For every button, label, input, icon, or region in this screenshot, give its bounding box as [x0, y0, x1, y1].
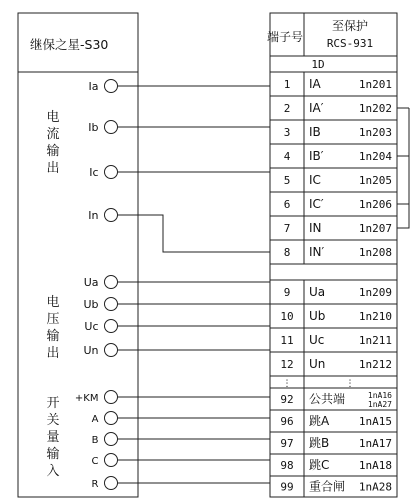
group-label-char: 电 — [46, 110, 60, 125]
terminal-number: 3 — [283, 126, 291, 139]
terminal-number: 9 — [283, 286, 291, 299]
wire-neutral-bus — [397, 108, 409, 228]
group-label-char: 开 — [46, 396, 60, 411]
group-label-char: 入 — [46, 464, 60, 479]
group-label-char: 输 — [46, 447, 60, 462]
terminal-code: 1n206 — [358, 198, 392, 211]
device-ports — [75, 80, 118, 491]
terminal-signal: Uc — [309, 333, 325, 347]
terminal-code-line1: 1nA16 — [367, 391, 392, 400]
port-terminal-icon — [105, 454, 118, 467]
group-label-char: 出 — [46, 161, 60, 176]
port-terminal-icon — [105, 320, 118, 333]
terminal-signal: 跳B — [309, 436, 330, 450]
terminal-code: 1nA28 — [358, 480, 392, 494]
terminal-number: 96 — [280, 415, 294, 428]
terminal-signal: IA — [309, 77, 321, 91]
port-label: Ua — [83, 276, 99, 289]
terminal-signal: 公共端 — [309, 392, 346, 406]
terminal-number: 12 — [280, 358, 294, 371]
port-label: Uc — [84, 320, 99, 333]
group-label-char: 量 — [46, 430, 60, 445]
wire-in — [118, 215, 271, 252]
terminal-number: 1 — [283, 78, 291, 91]
terminal-signal: Ua — [309, 285, 326, 299]
port-terminal-icon — [105, 166, 118, 179]
terminal-header-col2-line1: 至保护 — [331, 19, 369, 33]
terminal-signal: Ub — [309, 309, 326, 323]
terminal-code: 1n212 — [358, 358, 392, 371]
group-label-char: 出 — [46, 346, 60, 361]
terminal-signal: IA′ — [309, 101, 324, 115]
terminal-number: 97 — [280, 437, 294, 450]
terminal-signal: IB — [309, 125, 321, 139]
terminal-code: 1n204 — [358, 150, 392, 163]
terminal-code: 1n211 — [358, 334, 392, 347]
port-label: +KM — [74, 393, 99, 404]
port-terminal-icon — [105, 344, 118, 357]
port-terminal-icon — [105, 276, 118, 289]
port-terminal-icon — [105, 209, 118, 222]
terminal-code: 1nA15 — [358, 415, 392, 428]
terminal-number: 11 — [280, 334, 294, 347]
terminal-code: 1n205 — [358, 174, 392, 187]
terminal-code: 1nA18 — [358, 459, 392, 472]
terminal-number: 99 — [280, 480, 294, 494]
group-label-char: 输 — [46, 329, 60, 344]
terminal-header-col1: 端子号 — [266, 30, 304, 44]
port-terminal-icon — [105, 121, 118, 134]
terminal-code: 1n202 — [358, 102, 392, 115]
terminal-code: 1n201 — [358, 78, 392, 91]
terminal-number: 6 — [283, 198, 291, 211]
terminal-number: 8 — [283, 246, 291, 259]
port-terminal-icon — [105, 477, 118, 490]
terminal-signal: IC′ — [309, 197, 324, 211]
terminal-signal: Un — [309, 357, 326, 371]
terminal-signal: IN′ — [309, 245, 325, 259]
terminal-block — [267, 13, 397, 497]
terminal-number: 92 — [280, 393, 294, 406]
group-label-char: 输 — [46, 144, 60, 159]
terminal-number: 10 — [280, 310, 294, 323]
terminal-code: 1n209 — [358, 286, 392, 299]
terminal-rows — [280, 77, 392, 494]
port-label: R — [91, 479, 99, 490]
port-label: B — [91, 435, 99, 446]
device-title: 继保之星-S30 — [30, 37, 109, 52]
port-terminal-icon — [105, 391, 118, 404]
group-label-char: 关 — [46, 413, 60, 428]
group-label-char: 电 — [46, 295, 60, 310]
terminal-number: 7 — [283, 222, 291, 235]
port-label: Un — [83, 344, 99, 357]
terminal-signal: 重合闸 — [309, 479, 346, 494]
port-label: In — [88, 209, 99, 222]
terminal-number: 98 — [280, 459, 294, 472]
terminal-header-col2-line2: RCS-931 — [326, 37, 374, 50]
terminal-ellipsis: ⋮ — [282, 379, 292, 389]
device-group-labels — [46, 109, 59, 479]
port-label: Ib — [88, 121, 99, 134]
terminal-ellipsis: ⋮ — [345, 379, 355, 389]
terminal-block-id: 1D — [311, 58, 325, 71]
port-terminal-icon — [105, 433, 118, 446]
port-terminal-icon — [105, 298, 118, 311]
port-label: Ub — [83, 298, 99, 311]
terminal-code: 1n208 — [358, 246, 392, 259]
terminal-code: 1n203 — [358, 126, 392, 139]
terminal-code: 1n210 — [358, 310, 392, 323]
terminal-signal: IC — [309, 173, 321, 187]
group-label-char: 压 — [46, 312, 60, 327]
terminal-number: 2 — [283, 102, 291, 115]
port-label: C — [91, 456, 99, 467]
terminal-code-line2: 1nA27 — [367, 400, 392, 409]
terminal-signal: IN — [309, 221, 322, 235]
port-label: A — [91, 414, 99, 425]
terminal-signal: 跳A — [309, 414, 330, 428]
port-terminal-icon — [105, 412, 118, 425]
terminal-code: 1n207 — [358, 222, 392, 235]
port-terminal-icon — [105, 80, 118, 93]
terminal-number: 5 — [283, 174, 291, 187]
group-label-char: 流 — [46, 127, 60, 142]
port-label: Ia — [88, 80, 99, 93]
terminal-number: 4 — [283, 150, 291, 163]
terminal-code: 1nA17 — [358, 437, 392, 450]
port-label: Ic — [89, 166, 99, 179]
terminal-signal: IB′ — [309, 149, 324, 163]
terminal-signal: 跳C — [309, 458, 330, 472]
